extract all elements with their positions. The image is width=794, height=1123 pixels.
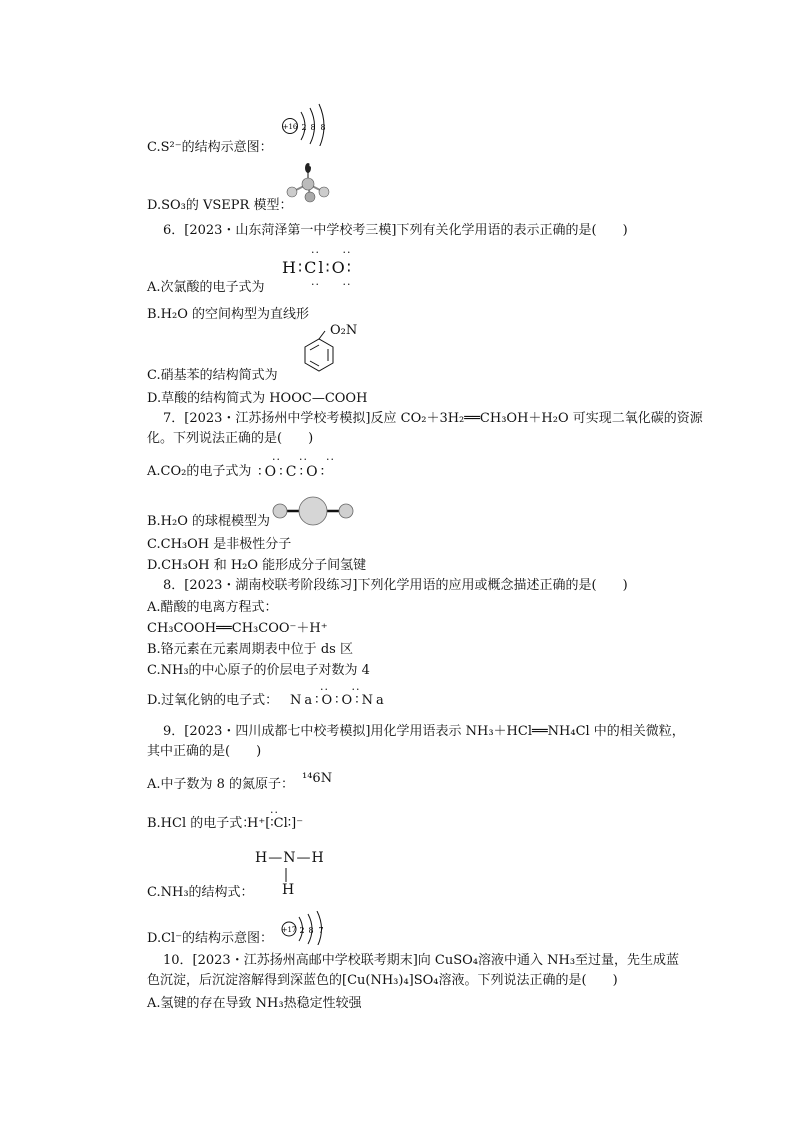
q8-option-d: D.过氧化钠的电子式： [147,693,279,708]
s2-nucleus-label: +16 [282,123,298,131]
cl-shell-2: 8 [308,926,314,935]
q9-stem-line-2: 其中正确的是( ) [147,744,262,759]
q9-nh3-bond-vertical [283,868,289,882]
q8-option-a-equation: CH₃COOH══CH₃COO⁻＋H⁺ [147,621,328,636]
q7-option-a: A.CO₂的电子式为 [147,464,252,479]
q6-hclo-formula: H∶Cl∶O∶ [282,258,353,277]
q7-stem-line-2: 化。下列说法正确的是( ) [147,431,314,446]
q9-nh3-struct-bottom: H [282,882,295,898]
q9-option-b: B.HCl 的电子式： [147,816,256,831]
s2-shell-1: 2 [301,123,307,132]
s2-shell-2: 8 [310,123,316,132]
q7-stem-line-1: 7．[2023・江苏扬州中学校考模拟]反应 CO₂＋3H₂══CH₃OH＋H₂O 可实现二氧化碳的资源 [163,411,703,426]
s2-structure-diagram [280,102,340,146]
q9-hcl-formula: H⁺[∶Cl∶]⁻ [247,816,304,831]
q8-option-b: B.铬元素在元素周期表中位于 ds 区 [147,642,353,657]
q10-stem-line-1: 10．[2023・江苏扬州高邮中学校联考期末]向 CuSO₄溶液中通入 NH₃至过量，先生成蓝 [163,953,680,968]
q8-na2o2-dots-top: ·· ·· [320,683,361,696]
q7-co2-formula: ∶O∶C∶O∶ [258,464,328,480]
q7-option-b: B.H₂O 的球棍模型为 [147,514,271,529]
q9-nuclide-symbol: ¹⁴6N [302,771,333,786]
cl-structure-diagram [280,911,336,945]
q9-stem-line-1: 9．[2023・四川成都七中校考模拟]用化学用语表示 NH₃＋HCl══NH₄Cl 中的相关微粒， [163,724,685,739]
q6-stem: 6．[2023・山东菏泽第一中学校考三模]下列有关化学用语的表示正确的是( ) [163,223,628,238]
q6-hclo-dots-bottom: ·· ·· [311,278,352,291]
q8-stem: 8．[2023・湖南校联考阶段练习]下列化学用语的应用或概念描述正确的是( ) [163,578,628,593]
q9-option-a: A.中子数为 8 的氮原子： [147,777,295,792]
q9-hcl-dots-top: ·· [270,806,279,819]
q8-option-a: A.醋酸的电离方程式： [147,600,278,615]
h2o-ball-stick-model [268,493,358,529]
q7-co2-dots-top: ·· ·· ·· [272,453,335,466]
q9-nh3-struct-top: H—N—H [255,850,325,866]
q9-option-d: D.Cl⁻的结构示意图： [147,931,274,946]
q5-option-c: C.S²⁻的结构示意图： [147,140,273,155]
q6-option-b: B.H₂O 的空间构型为直线形 [147,307,310,322]
q5-option-d: D.SO₃的 VSEPR 模型： [147,198,293,213]
q6-hclo-dots-top: ·· ·· [311,246,352,259]
q6-option-c: C.硝基苯的结构简式为 [147,368,278,383]
q10-stem-line-2: 色沉淀，后沉淀溶解得到深蓝色的[Cu(NH₃)₄]SO₄溶液。下列说法正确的是( ) [147,973,618,988]
cl-shell-3: 7 [318,926,324,935]
q6-option-a: A.次氯酸的电子式为 [147,280,265,295]
nitro-group-label: O₂N [330,323,358,338]
q10-option-a: A.氢键的存在导致 NH₃热稳定性较强 [147,996,362,1011]
q8-na2o2-formula: Na∶O∶O∶Na [290,693,387,708]
cl-shell-1: 2 [299,926,305,935]
q6-option-d: D.草酸的结构简式为 HOOC—COOH [147,391,368,406]
q9-option-c: C.NH₃的结构式： [147,885,254,900]
s2-shell-3: 8 [320,123,326,132]
q7-option-c: C.CH₃OH 是非极性分子 [147,537,292,552]
q8-option-c: C.NH₃的中心原子的价层电子对数为 4 [147,663,370,678]
q7-option-d: D.CH₃OH 和 H₂O 能形成分子间氢键 [147,558,367,573]
cl-nucleus-label: +17 [281,926,297,934]
